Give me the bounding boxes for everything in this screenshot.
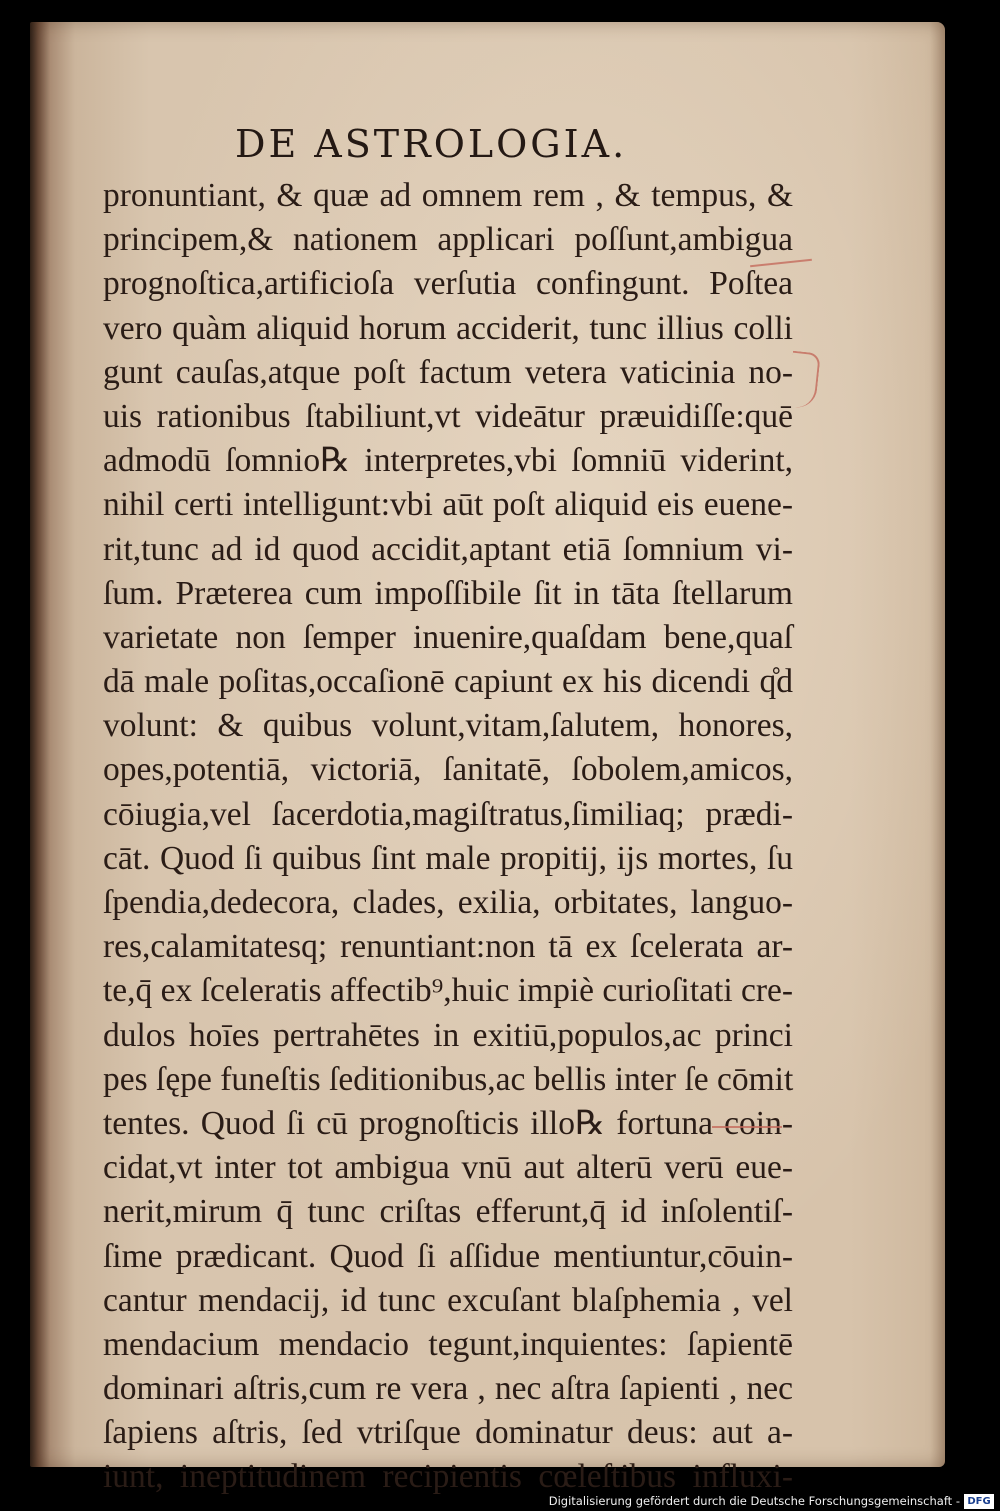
text-line: cantur mendacij, id tunc excuſant blaſphemia , vel [103,1281,793,1319]
text-line: principem,& nationem applicari poſſunt,ambigua [103,221,793,259]
text-line: volunt: & quibus volunt,vitam,ſalutem, honores, [103,707,793,745]
text-line: mendacium mendacio tegunt,inquientes: ſapientē [103,1325,793,1363]
text-line: ſime prædicant. Quod ſi aſſidue mentiuntur,cōuin- [103,1237,793,1275]
text-line: dulos hoīes pertrahētes in exitiū,populos,ac princi [103,1016,793,1054]
text-line: gunt cauſas,atque poſt factum vetera vaticinia no- [103,353,793,391]
text-line: tentes. Quod ſi cū prognoſticis illo℞ fortuna coin- [103,1104,793,1142]
funding-credit: Digitalisierung gefördert durch die Deutsche Forschungsgemeinschaft - [548,1494,960,1508]
text-line: pronuntiant, & quæ ad omnem rem , & tempus, & [103,177,793,214]
text-block [103,174,793,1500]
text-line: cāt. Quod ſi quibus ſint male propitij, ijs mortes, ſu [103,839,793,877]
text-line: nerit,mirum q̄ tunc criſtas efferunt,q̄ id inſolentiſ- [103,1193,793,1231]
text-line: res,calamitatesq; renuntiant:non tā ex ſcelerata ar- [103,928,793,966]
text-line: cōiugia,vel ſacerdotia,magiſtratus,ſimiliaq; prædi- [103,795,793,833]
text-line: ſapiens aſtris, ſed vtriſque dominatur deus: aut a- [103,1414,793,1452]
text-line: ſpendia,dedecora, clades, exilia, orbitates, languo- [103,884,793,921]
text-line: ſum. Præterea cum impoſſibile ſit in tāta ſtellarum [103,574,793,612]
text-line: te,q̄ ex ſceleratis affectib⁹,huic impiè curioſitati cre- [103,972,794,1010]
text-line: varietate non ſemper inuenire,quaſdam bene,quaſ [103,618,793,656]
text-line: rit,tunc ad id quod accidit,aptant etiā ſomnium vi- [103,530,793,568]
dfg-logo[interactable]: DFG [964,1494,994,1509]
book-page [30,22,945,1496]
text-line: admodū ſomnio℞ interpretes,vbi ſomniū viderint, [103,442,793,480]
text-line: cidat,vt inter tot ambigua vnū aut alterū verū eue- [103,1149,793,1187]
text-line: iunt, ineptitudinem recipientis cœleſtibus influxi- [103,1458,793,1496]
text-line: dominari aſtris,cum re vera , nec aſtra ſapienti , nec [103,1370,793,1408]
text-line: nihil certi intelligunt:vbi aūt poſt aliquid eis euene- [103,486,793,524]
text-line: dā male poſitas,occaſionē capiunt ex his dicendi q̊d [103,663,793,701]
running-head: DE ASTROLOGIA. [235,122,628,166]
text-line: vero quàm aliquid horum acciderit, tunc illius colli [103,309,793,347]
text-line: opes,potentiā, victoriā, ſanitatē, ſobolem,amicos, [103,751,793,789]
text-line: pes ſępe funeſtis ſeditionibus,ac bellis inter ſe cōmit [103,1060,794,1098]
text-line: prognoſtica,artificioſa verſutia confingunt. Poſtea [103,265,793,303]
margin-pencil-mark [712,1126,782,1128]
text-line: uis rationibus ſtabiliunt,vt videātur præuidiſſe:quē [103,397,793,435]
